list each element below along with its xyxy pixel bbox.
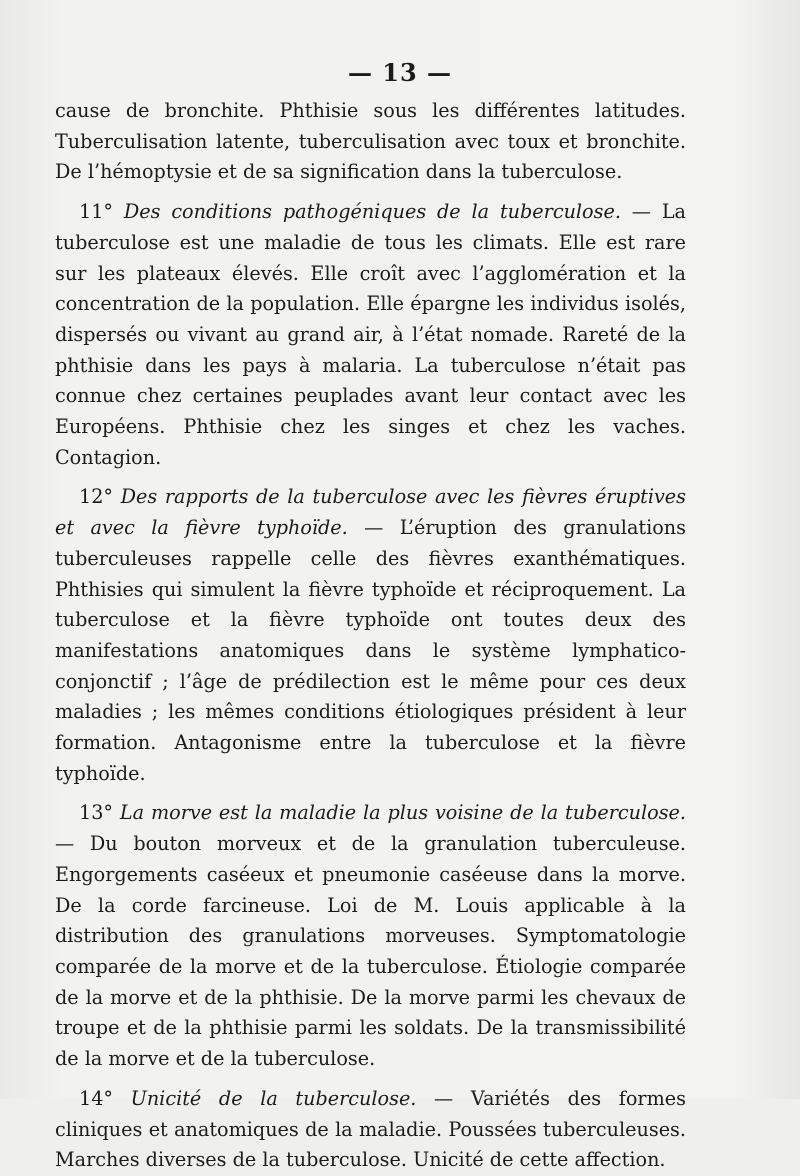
section-number: 13° bbox=[79, 801, 120, 825]
section-number: 12° bbox=[79, 485, 121, 509]
paragraph-text: cause de bronchite. Phthisie sous les différentes latitudes. Tuberculisation latente, tuberculisation avec toux et bronchite. De l’hémoptysie et de sa signification dans la tuberculose. bbox=[55, 99, 686, 184]
page-body bbox=[55, 96, 686, 1176]
section-14 bbox=[55, 1084, 686, 1176]
section-heading: Des conditions pathogéniques de la tuberculose. bbox=[123, 200, 621, 224]
paragraph-continuation bbox=[55, 96, 686, 188]
section-text: — La tuberculose est une maladie de tous les climats. Elle est rare sur les plateaux élevés. Elle croît avec l’agglomération et la concentration de la population. Elle épargne les individus isolés, dispersés ou vivant au grand air, à l’état nomade. Rareté de la phthisie dans les pays à malaria. La tuberculose n’était pas connue chez certaines peuplades avant leur contact avec les Européens. Phthisie chez les singes et chez les vaches. Contagion. bbox=[55, 200, 687, 469]
section-text: — Du bouton morveux et de la granulation tuberculeuse. Engorgements caséeux et pneumonie caséeuse dans la morve. De la corde farcineuse. Loi de M. Louis applicable à la distribution des granulations morveuses. Symptomatologie comparée de la morve et de la tuberculose. Étiologie comparée de la morve et de la phthisie. De la morve parmi les chevaux de troupe et de la phthisie parmi les soldats. De la transmissibilité de la morve et de la tuberculose. bbox=[55, 832, 686, 1071]
section-text: — L’éruption des granulations tuberculeuses rappelle celle des fièvres exanthématiques. Phthisies qui simulent la fièvre typhoïde et réciproquement. La tuberculose et la fièvre typhoïde ont toutes deux des manifestations anatomiques dans le système lymphatico-conjonctif ; l’âge de prédilection est le même pour ces deux maladies ; les mêmes conditions étiologiques président à leur formation. Antagonisme entre la tuberculose et la fièvre typhoïde. bbox=[55, 516, 686, 785]
section-11 bbox=[55, 197, 686, 473]
section-heading: La morve est la maladie la plus voisine de la tuberculose. bbox=[119, 801, 686, 825]
section-13 bbox=[55, 798, 686, 1074]
section-number: 14° bbox=[79, 1086, 131, 1110]
section-12 bbox=[55, 482, 686, 789]
page-number: — 13 — bbox=[347, 58, 453, 87]
section-heading: Des rapports de la tuberculose avec les fièvres éruptives et avec la fièvre typhoïde. bbox=[55, 485, 686, 540]
section-number: 11° bbox=[79, 200, 124, 224]
section-heading: Unicité de la tuberculose. bbox=[130, 1086, 417, 1110]
section-text: — Variétés des formes cliniques et anatomiques de la maladie. Poussées tuberculeuses. Marches diverses de la tuberculose. Unicité de cette affection. bbox=[55, 1086, 686, 1172]
